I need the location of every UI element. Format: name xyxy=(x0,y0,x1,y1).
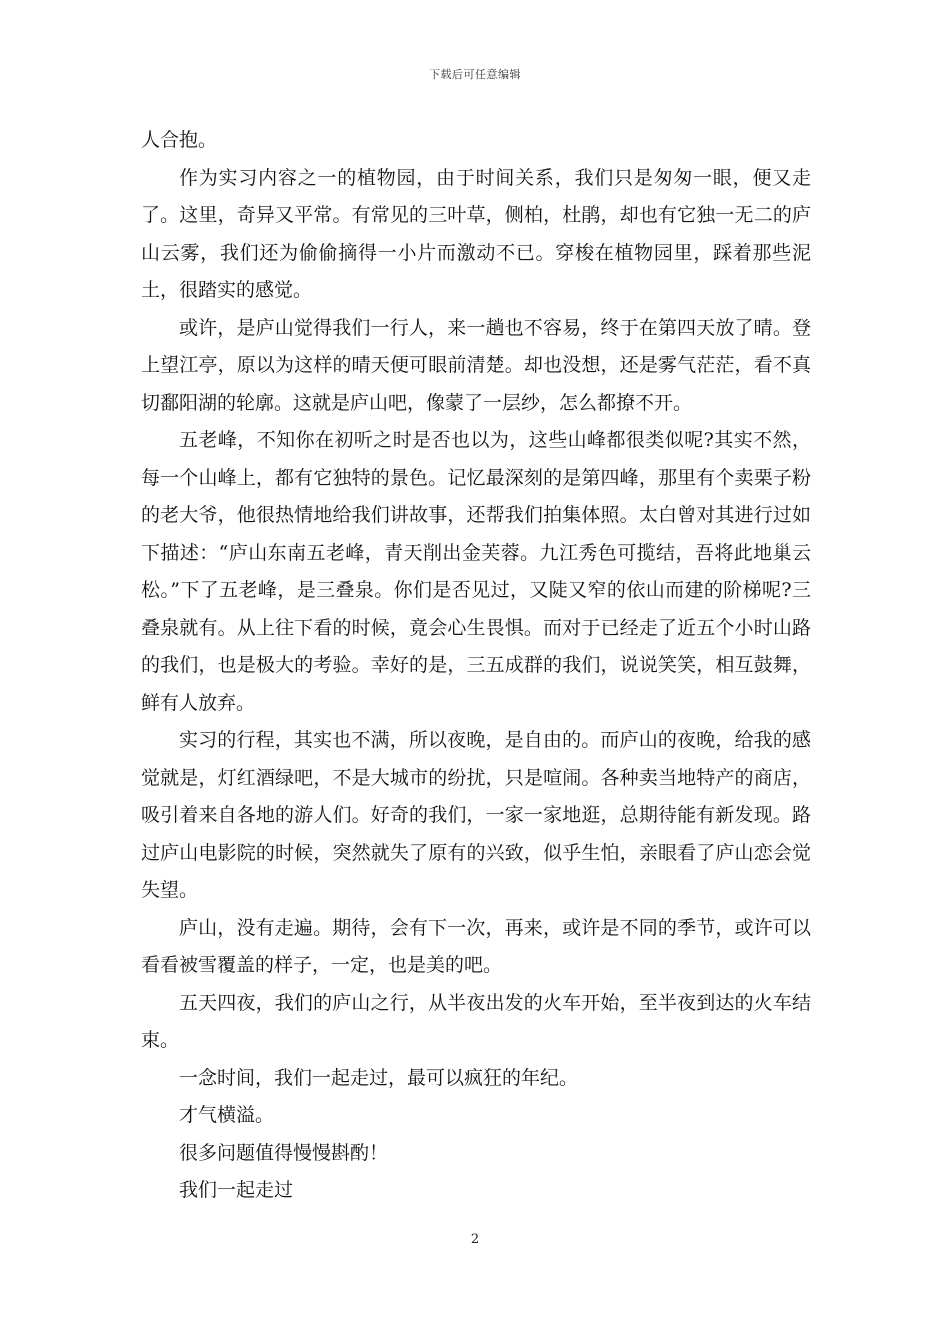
document-body xyxy=(141,122,811,1210)
paragraph: 才气横溢。 xyxy=(179,1104,275,1126)
paragraph: 很多问题值得慢慢斟酌！ xyxy=(179,1141,389,1164)
paragraph: 或许，是庐山觉得我们一行人，来一趟也不容易，终于在第四天放了晴。登上望江亭，原以为这样的晴天便可眼前清楚。却也没想，还是雾气茫茫，看不真切鄱阳湖的轮廓。这就是庐山吧，像蒙了一层纱，怎么都撩不开。 xyxy=(141,316,811,414)
page-header: 下载后可任意编辑 xyxy=(429,68,521,81)
paragraph: 我们一起走过 xyxy=(179,1179,294,1201)
paragraph: 人合抱。 xyxy=(141,129,218,151)
paragraph: 五老峰，不知你在初听之时是否也以为，这些山峰都很类似呢?其实不然，每一个山峰上，都有它独特的景色。记忆最深刻的是第四峰，那里有个卖栗子粉的老大爷，他很热情地给我们讲故事，还帮我们拍集体照。太白曾对其进行过如下描述：“庐山东南五老峰，青天削出金芙蓉。九江秀色可揽结，吾将此地巢云松。”下了五老峰，是三叠泉。你们是否见过，又陡又窄的依山而建的阶梯呢?三叠泉就有。从上往下看的时候，竟会心生畏惧。而对于已经走了近五个小时山路的我们，也是极大的考验。幸好的是，三五成群的我们，说说笑笑，相互鼓舞，鲜有人放弃。 xyxy=(141,429,811,714)
paragraph: 五天四夜，我们的庐山之行，从半夜出发的火车开始，至半夜到达的火车结束。 xyxy=(141,991,811,1051)
paragraph: 一念时间，我们一起走过，最可以疯狂的年纪。 xyxy=(179,1066,579,1089)
paragraph: 庐山，没有走遍。期待，会有下一次，再来，或许是不同的季节，或许可以看看被雪覆盖的样子，一定，也是美的吧。 xyxy=(141,916,811,976)
paragraph: 作为实习内容之一的植物园，由于时间关系，我们只是匆匆一眼，便又走了。这里，奇异又平常。有常见的三叶草，侧柏，杜鹃，却也有它独一无二的庐山云雾，我们还为偷偷摘得一小片而激动不已。穿梭在植物园里，踩着那些泥土，很踏实的感觉。 xyxy=(141,166,811,301)
paragraph: 实习的行程，其实也不满，所以夜晚，是自由的。而庐山的夜晚，给我的感觉就是，灯红酒绿吧，不是大城市的纷扰，只是喧闹。各种卖当地特产的商店，吸引着来自各地的游人们。好奇的我们，一家一家地逛，总期待能有新发现。路过庐山电影院的时候，突然就失了原有的兴致，似乎生怕，亲眼看了庐山恋会觉失望。 xyxy=(141,729,811,901)
page-number: 2 xyxy=(470,1232,480,1247)
